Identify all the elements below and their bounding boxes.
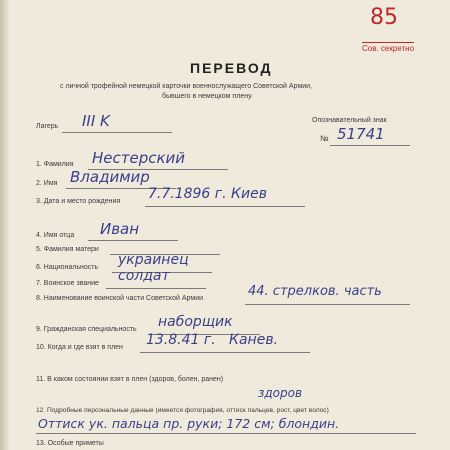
document-title: ПЕРЕВОД	[190, 60, 273, 76]
field-label-captured: 10. Когда и где взят в плен	[36, 344, 123, 351]
field-label-condition: 11. В каком состоянии взят в плен (здоров, болен, ранен)	[36, 376, 224, 383]
sheet-number: 85	[370, 5, 398, 30]
field-value-nationality: украинец	[118, 252, 189, 268]
field-value-rank: солдат	[118, 268, 170, 284]
document-subtitle-2: бывшего в немецком плену.	[162, 93, 253, 100]
id-mark-label: Опознавательный знак	[312, 117, 387, 124]
field-value-surname: Нестерский	[92, 149, 186, 167]
field-label-unit: 8. Наименование воинской части Советской Армии	[36, 295, 204, 302]
id-mark-prefix: №	[320, 134, 329, 143]
field-label-first-name: 2. Имя	[36, 180, 58, 187]
field-value-profession: наборщик	[158, 314, 233, 330]
field-value-unit: 44. стрелков. часть	[248, 284, 382, 299]
field-line-birth	[145, 206, 305, 207]
field-label-birth: 3. Дата и место рождения	[36, 198, 121, 205]
field-line-unit	[245, 304, 410, 305]
field-label-personal-data: 12. Подробные персональные данные (имеется фотография, оттиск пальцев, рост, цвет волос)	[36, 407, 329, 414]
camp-label: Лагерь	[36, 123, 59, 130]
id-mark-value: 51741	[337, 125, 385, 143]
id-mark-line	[330, 145, 410, 146]
field-label-mother: 5. Фамилия матери	[36, 246, 99, 253]
field-label-surname: 1. Фамилия	[36, 161, 74, 168]
field-value-first-name: Владимир	[70, 168, 150, 186]
field-line-personal-data	[36, 433, 416, 434]
field-line-captured	[140, 352, 310, 353]
field-value-personal-data: Оттиск ук. пальца пр. руки; 172 см; блондин.	[38, 416, 340, 431]
field-line-rank	[106, 288, 206, 289]
field-label-rank: 7. Воинское звание	[36, 280, 99, 287]
field-value-birth: 7.7.1896 г. Киев	[148, 186, 267, 202]
field-label-special-marks: 13. Особые приметы	[36, 440, 104, 447]
field-value-condition: здоров	[258, 386, 303, 400]
document-subtitle-1: с личной трофейной немецкой карточки военнослужащего Советской Армии,	[60, 83, 313, 90]
camp-line	[62, 132, 172, 133]
field-label-profession: 9. Гражданская специальность	[36, 326, 137, 333]
field-value-captured: 13.8.41 г. Канев.	[146, 332, 279, 348]
field-line-father	[88, 240, 178, 241]
field-value-father: Иван	[100, 220, 140, 238]
field-label-father: 4. Имя отца	[36, 232, 75, 239]
field-label-nationality: 6. Национальность	[36, 264, 99, 271]
camp-value: III K	[82, 112, 110, 130]
secrecy-stamp: Сов. секретно	[362, 44, 415, 53]
